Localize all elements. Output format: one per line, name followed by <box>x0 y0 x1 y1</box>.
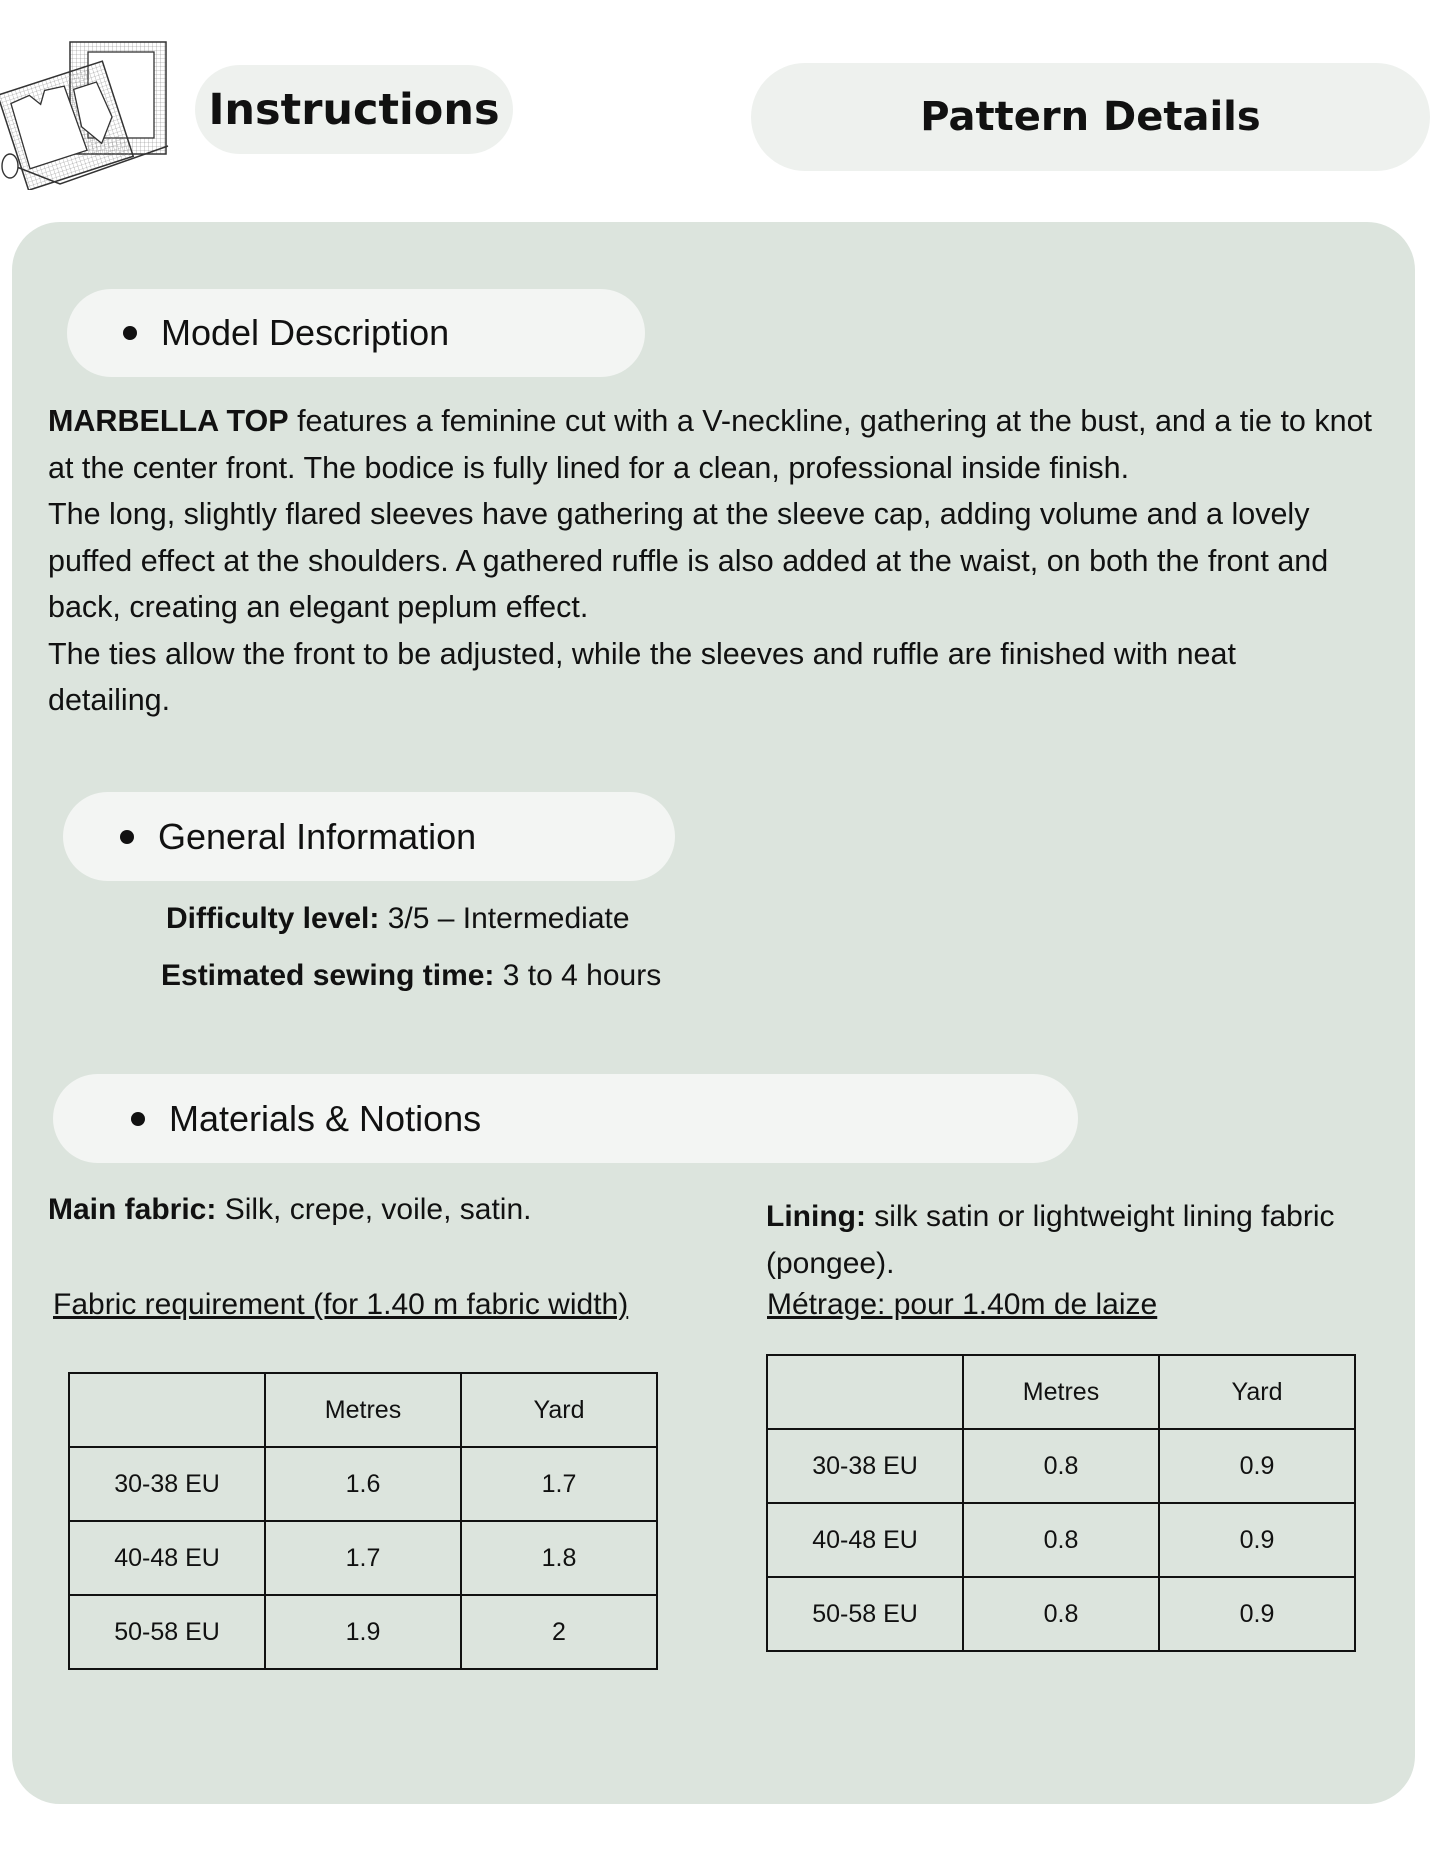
table-cell: 1.7 <box>265 1521 461 1595</box>
table-row <box>69 1521 657 1595</box>
table-cell: 0.9 <box>1159 1503 1355 1577</box>
pattern-pieces-icon <box>0 38 172 190</box>
lining-fabric: Lining: silk satin or lightweight lining fabric (pongee). <box>766 1200 1335 1280</box>
table-cell: 0.8 <box>963 1429 1159 1503</box>
lining-requirement: Métrage: pour 1.40m de laize <box>767 1288 1158 1321</box>
table-cell: 1.6 <box>265 1447 461 1521</box>
table-cell: 2 <box>461 1595 657 1669</box>
materials-heading <box>53 1074 1078 1163</box>
table-cell: 30-38 EU <box>69 1447 265 1521</box>
bullet-icon <box>131 1112 145 1126</box>
bullet-icon <box>123 326 137 340</box>
main-fabric-requirement: Fabric requirement (for 1.40 m fabric width) <box>53 1288 629 1321</box>
table-header: Yard <box>1159 1355 1355 1429</box>
general-information-label: General Information <box>158 815 477 857</box>
sewing-time: Estimated sewing time: 3 to 4 hours <box>161 959 662 992</box>
table-header: Metres <box>265 1373 461 1447</box>
model-name: MARBELLA TOP <box>48 404 289 438</box>
instructions-tab <box>195 65 513 154</box>
general-information-heading <box>63 792 675 881</box>
table-cell: 50-58 EU <box>767 1577 963 1651</box>
table-row <box>69 1447 657 1521</box>
table-row <box>767 1577 1355 1651</box>
table-row <box>69 1595 657 1669</box>
table-cell: 0.8 <box>963 1577 1159 1651</box>
table-cell: 30-38 EU <box>767 1429 963 1503</box>
main-fabric: Main fabric: Silk, crepe, voile, satin. <box>48 1193 532 1226</box>
table-cell: 0.9 <box>1159 1429 1355 1503</box>
table-cell: 1.9 <box>265 1595 461 1669</box>
table-cell: 50-58 EU <box>69 1595 265 1669</box>
table-header: Yard <box>461 1373 657 1447</box>
table-cell: 1.8 <box>461 1521 657 1595</box>
instructions-label: Instructions <box>208 84 500 135</box>
table-cell <box>69 1373 265 1447</box>
table-cell: 40-48 EU <box>69 1521 265 1595</box>
table-header: Metres <box>963 1355 1159 1429</box>
table-row <box>767 1503 1355 1577</box>
bullet-icon <box>120 830 134 844</box>
lining-table <box>766 1354 1356 1652</box>
table-row <box>767 1429 1355 1503</box>
pattern-details-label: Pattern Details <box>920 94 1261 140</box>
difficulty-level: Difficulty level: 3/5 – Intermediate <box>166 902 630 935</box>
table-header-row <box>69 1373 657 1447</box>
table-cell: 40-48 EU <box>767 1503 963 1577</box>
table-cell: 1.7 <box>461 1447 657 1521</box>
table-header-row <box>767 1355 1355 1429</box>
model-description-text: MARBELLA TOP features a feminine cut with a V-neckline, gathering at the bust, and a tie to knot at the center front. The bodice is fully lined for a clean, professional inside finish. The long, slightly flared sleeves have gathering at the sleeve cap, adding volume and a lovely puffed effect at the shoulders. A gathered ruffle is also added at the waist, on both the front and back, creating an elegant peplum effect. The ties allow the front to be adjusted, while the sleeves and ruffle are finished with neat detailing. <box>48 404 1373 717</box>
table-cell: 0.9 <box>1159 1577 1355 1651</box>
materials-label: Materials & Notions <box>169 1097 482 1139</box>
model-description-heading <box>67 289 645 377</box>
main-fabric-table <box>68 1372 658 1670</box>
table-cell: 0.8 <box>963 1503 1159 1577</box>
pattern-details-tab <box>751 63 1430 171</box>
model-description-label: Model Description <box>161 312 450 353</box>
table-cell <box>767 1355 963 1429</box>
